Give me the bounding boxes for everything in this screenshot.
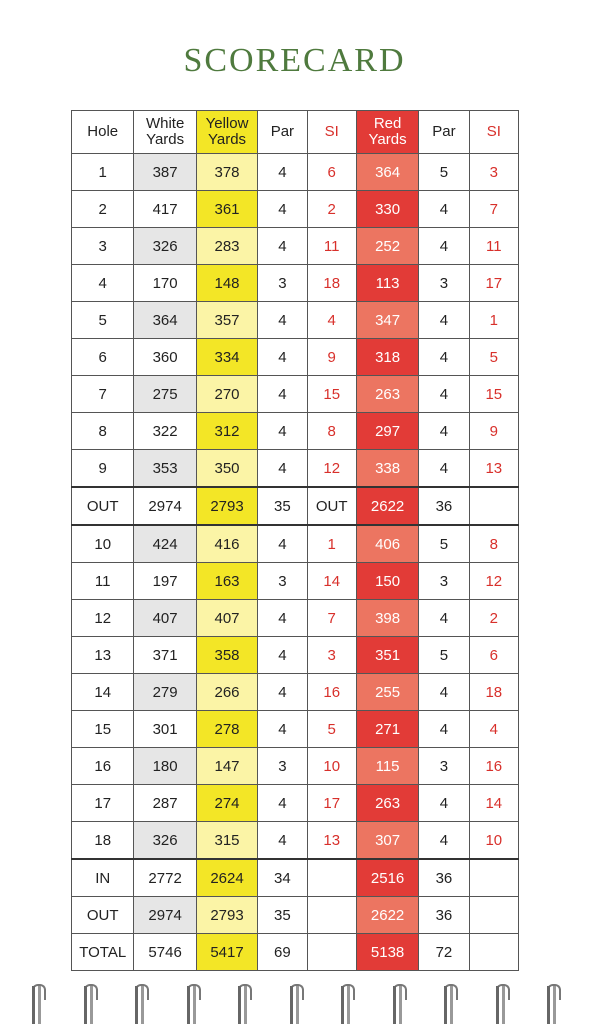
cell-red-si [469,934,518,971]
table-row [72,637,519,674]
cell-hole: 11 [72,563,134,600]
table-row [72,154,519,191]
cell-yellow-yards: 2624 [196,859,257,897]
cell-si [307,897,356,934]
spiral-coil [545,980,559,1024]
cell-hole: OUT [72,487,134,525]
table-row [72,376,519,413]
cell-yellow-yards: 315 [196,822,257,860]
cell-red-par: 4 [419,711,469,748]
cell-si: 4 [307,302,356,339]
cell-red-par: 36 [419,487,469,525]
cell-hole: 6 [72,339,134,376]
cell-hole: IN [72,859,134,897]
cell-hole: 10 [72,525,134,563]
cell-hole: 4 [72,265,134,302]
scorecard-body [72,154,519,971]
cell-red-si: 10 [469,822,518,860]
cell-red-par: 4 [419,413,469,450]
cell-red-yards: 2516 [356,859,418,897]
cell-red-yards: 406 [356,525,418,563]
cell-red-yards: 252 [356,228,418,265]
cell-par: 4 [258,302,307,339]
cell-si: 17 [307,785,356,822]
cell-yellow-yards: 357 [196,302,257,339]
cell-red-si [469,859,518,897]
spiral-coil [339,980,353,1024]
cell-white-yards: 364 [134,302,196,339]
cell-white-yards: 387 [134,154,196,191]
cell-par: 69 [258,934,307,971]
table-row [72,859,519,897]
cell-par: 34 [258,859,307,897]
cell-par: 3 [258,563,307,600]
table-row [72,339,519,376]
cell-red-yards: 271 [356,711,418,748]
cell-yellow-yards: 2793 [196,897,257,934]
cell-yellow-yards: 148 [196,265,257,302]
cell-par: 4 [258,822,307,860]
cell-red-yards: 2622 [356,897,418,934]
table-row [72,487,519,525]
cell-si: 13 [307,822,356,860]
cell-red-yards: 263 [356,785,418,822]
cell-red-si: 11 [469,228,518,265]
scorecard-table [71,110,519,971]
spiral-coil [288,980,302,1024]
cell-red-yards: 347 [356,302,418,339]
cell-red-par: 36 [419,859,469,897]
cell-hole: 16 [72,748,134,785]
cell-yellow-yards: 358 [196,637,257,674]
cell-si: 12 [307,450,356,488]
cell-red-si: 1 [469,302,518,339]
cell-white-yards: 326 [134,822,196,860]
cell-white-yards: 2772 [134,859,196,897]
cell-red-si: 7 [469,191,518,228]
table-row [72,711,519,748]
cell-white-yards: 407 [134,600,196,637]
cell-si: 8 [307,413,356,450]
cell-si: 15 [307,376,356,413]
cell-hole: 18 [72,822,134,860]
cell-red-yards: 330 [356,191,418,228]
cell-red-si [469,897,518,934]
cell-red-yards: 338 [356,450,418,488]
cell-white-yards: 2974 [134,487,196,525]
cell-yellow-yards: 147 [196,748,257,785]
cell-red-yards: 351 [356,637,418,674]
cell-red-par: 5 [419,637,469,674]
cell-red-si [469,487,518,525]
page-title: SCORECARD [183,42,406,79]
table-row [72,785,519,822]
cell-red-si: 12 [469,563,518,600]
cell-si: 1 [307,525,356,563]
cell-red-par: 4 [419,191,469,228]
table-row [72,450,519,488]
table-row [72,191,519,228]
table-row [72,674,519,711]
cell-par: 4 [258,600,307,637]
cell-white-yards: 326 [134,228,196,265]
header-si: SI [307,111,356,154]
cell-si: 6 [307,154,356,191]
cell-white-yards: 170 [134,265,196,302]
table-row [72,822,519,860]
cell-par: 4 [258,637,307,674]
cell-white-yards: 5746 [134,934,196,971]
cell-si [307,934,356,971]
cell-yellow-yards: 416 [196,525,257,563]
cell-par: 35 [258,897,307,934]
cell-white-yards: 275 [134,376,196,413]
header-white-yards: White Yards [134,111,196,154]
cell-red-si: 17 [469,265,518,302]
table-row [72,228,519,265]
cell-hole: 15 [72,711,134,748]
header-yellow-yards: Yellow Yards [196,111,257,154]
cell-red-par: 3 [419,748,469,785]
spiral-binding [0,980,589,1024]
cell-yellow-yards: 378 [196,154,257,191]
cell-yellow-yards: 278 [196,711,257,748]
cell-si: 5 [307,711,356,748]
cell-par: 3 [258,265,307,302]
cell-yellow-yards: 312 [196,413,257,450]
cell-red-par: 4 [419,822,469,860]
cell-red-si: 9 [469,413,518,450]
cell-red-par: 4 [419,600,469,637]
cell-par: 4 [258,339,307,376]
cell-par: 4 [258,711,307,748]
cell-hole: 12 [72,600,134,637]
cell-red-si: 4 [469,711,518,748]
cell-red-yards: 263 [356,376,418,413]
cell-hole: 9 [72,450,134,488]
cell-par: 35 [258,487,307,525]
header-row [72,111,519,154]
spiral-coil [30,980,44,1024]
cell-si: 3 [307,637,356,674]
cell-red-par: 5 [419,154,469,191]
header-red-si: SI [469,111,518,154]
table-row [72,302,519,339]
cell-yellow-yards: 350 [196,450,257,488]
table-row [72,934,519,971]
header-par: Par [258,111,307,154]
cell-yellow-yards: 274 [196,785,257,822]
table-row [72,413,519,450]
cell-par: 4 [258,785,307,822]
cell-si: 18 [307,265,356,302]
cell-si: 16 [307,674,356,711]
cell-par: 4 [258,450,307,488]
header-red-par: Par [419,111,469,154]
spiral-coil [494,980,508,1024]
cell-hole: 7 [72,376,134,413]
table-row [72,600,519,637]
spiral-coil [391,980,405,1024]
cell-white-yards: 197 [134,563,196,600]
cell-white-yards: 353 [134,450,196,488]
cell-yellow-yards: 163 [196,563,257,600]
cell-hole: OUT [72,897,134,934]
cell-par: 4 [258,674,307,711]
cell-red-yards: 297 [356,413,418,450]
cell-red-yards: 255 [356,674,418,711]
cell-hole: 2 [72,191,134,228]
cell-yellow-yards: 407 [196,600,257,637]
cell-si: 2 [307,191,356,228]
cell-si: 9 [307,339,356,376]
table-row [72,563,519,600]
table-row [72,748,519,785]
cell-red-yards: 318 [356,339,418,376]
cell-red-si: 8 [469,525,518,563]
cell-red-si: 6 [469,637,518,674]
cell-si: 10 [307,748,356,785]
cell-red-si: 15 [469,376,518,413]
cell-hole: 3 [72,228,134,265]
cell-red-si: 13 [469,450,518,488]
spiral-coil [133,980,147,1024]
cell-red-par: 3 [419,563,469,600]
cell-hole: 5 [72,302,134,339]
cell-red-par: 4 [419,302,469,339]
cell-white-yards: 322 [134,413,196,450]
spiral-coil [185,980,199,1024]
cell-hole: 17 [72,785,134,822]
cell-red-par: 36 [419,897,469,934]
cell-red-par: 4 [419,228,469,265]
cell-red-par: 4 [419,674,469,711]
cell-white-yards: 279 [134,674,196,711]
cell-white-yards: 417 [134,191,196,228]
header-red-yards: Red Yards [356,111,418,154]
cell-yellow-yards: 2793 [196,487,257,525]
cell-si [307,859,356,897]
cell-hole: 1 [72,154,134,191]
cell-white-yards: 360 [134,339,196,376]
cell-par: 4 [258,413,307,450]
cell-red-yards: 150 [356,563,418,600]
cell-red-si: 16 [469,748,518,785]
cell-red-si: 5 [469,339,518,376]
cell-yellow-yards: 361 [196,191,257,228]
cell-si: OUT [307,487,356,525]
cell-yellow-yards: 334 [196,339,257,376]
cell-par: 4 [258,376,307,413]
cell-red-par: 4 [419,450,469,488]
cell-par: 4 [258,154,307,191]
cell-red-si: 14 [469,785,518,822]
cell-red-yards: 115 [356,748,418,785]
cell-hole: TOTAL [72,934,134,971]
cell-yellow-yards: 5417 [196,934,257,971]
cell-white-yards: 424 [134,525,196,563]
cell-red-par: 4 [419,785,469,822]
cell-red-yards: 113 [356,265,418,302]
cell-red-yards: 2622 [356,487,418,525]
cell-yellow-yards: 266 [196,674,257,711]
cell-white-yards: 371 [134,637,196,674]
cell-red-si: 3 [469,154,518,191]
cell-hole: 13 [72,637,134,674]
table-row [72,525,519,563]
spiral-coil [442,980,456,1024]
cell-red-par: 72 [419,934,469,971]
cell-white-yards: 180 [134,748,196,785]
table-row [72,897,519,934]
cell-par: 4 [258,228,307,265]
cell-hole: 14 [72,674,134,711]
cell-par: 4 [258,525,307,563]
cell-red-si: 18 [469,674,518,711]
cell-hole: 8 [72,413,134,450]
cell-white-yards: 2974 [134,897,196,934]
cell-white-yards: 301 [134,711,196,748]
header-hole: Hole [72,111,134,154]
cell-par: 3 [258,748,307,785]
cell-si: 14 [307,563,356,600]
cell-red-yards: 364 [356,154,418,191]
cell-par: 4 [258,191,307,228]
cell-white-yards: 287 [134,785,196,822]
cell-yellow-yards: 283 [196,228,257,265]
spiral-coil [236,980,250,1024]
cell-red-par: 5 [419,525,469,563]
cell-red-par: 4 [419,339,469,376]
cell-si: 11 [307,228,356,265]
cell-red-si: 2 [469,600,518,637]
cell-yellow-yards: 270 [196,376,257,413]
cell-si: 7 [307,600,356,637]
spiral-coil [82,980,96,1024]
cell-red-yards: 307 [356,822,418,860]
table-row [72,265,519,302]
cell-red-par: 4 [419,376,469,413]
cell-red-par: 3 [419,265,469,302]
cell-red-yards: 5138 [356,934,418,971]
cell-red-yards: 398 [356,600,418,637]
